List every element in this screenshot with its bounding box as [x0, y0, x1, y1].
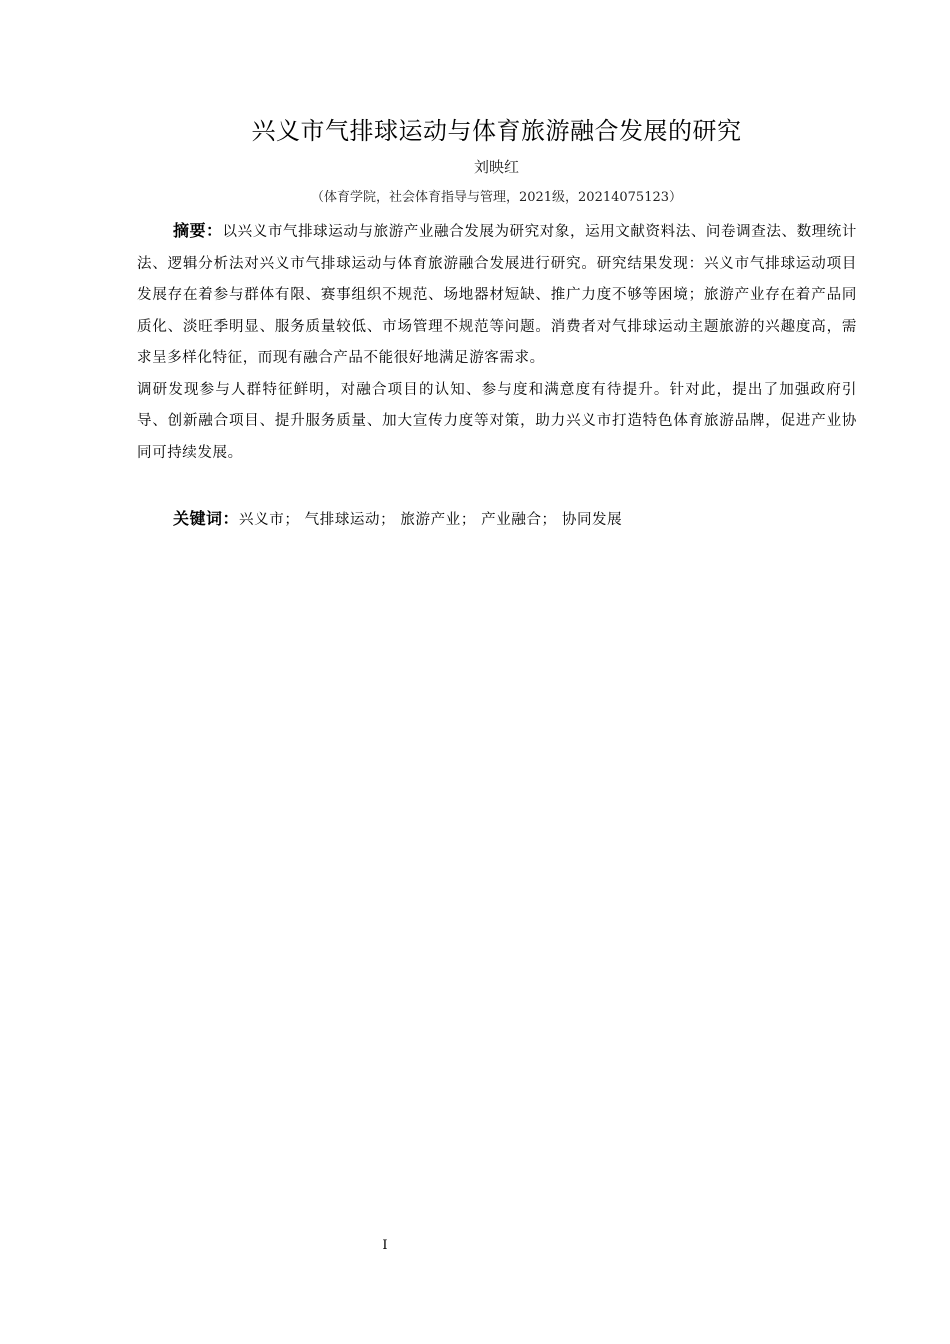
- abstract-paragraph-2: 调研发现参与人群特征鲜明，对融合项目的认知、参与度和满意度有待提升。针对此，提出了加强政府引导、创新融合项目、提升服务质量、加大宣传力度等对策，助力兴义市打造特色体育旅游品牌，促进产业协同可持续发展。: [137, 381, 857, 461]
- keywords-section: [137, 503, 857, 537]
- keywords-label: 关键词：: [173, 509, 240, 528]
- keywords-text: 兴义市； 气排球运动； 旅游产业； 产业融合； 协同发展: [239, 512, 623, 528]
- author-affiliation: （体育学院，社会体育指导与管理，2021级，20214075123）: [310, 190, 683, 205]
- abstract-section: [137, 215, 857, 469]
- author-name: 刘映红: [473, 158, 519, 176]
- document-title: 兴义市气排球运动与体育旅游融合发展的研究: [251, 117, 742, 145]
- keywords-line: [137, 503, 857, 537]
- abstract-label: 摘要：: [173, 221, 223, 240]
- abstract-text-1: 以兴义市气排球运动与旅游产业融合发展为研究对象，运用文献资料法、问卷调查法、数理统计法、逻辑分析法对兴义市气排球运动与体育旅游融合发展进行研究。研究结果发现：兴义市气排球运动项目发展存在着参与群体有限、赛事组织不规范、场地器材短缺、推广力度不够等困境；旅游产业存在着产品同质化、淡旺季明显、服务质量较低、市场管理不规范等问题。消费者对气排球运动主题旅游的兴趣度高，需求呈多样化特征，而现有融合产品不能很好地满足游客需求。: [137, 224, 857, 366]
- page-number: I: [382, 1238, 388, 1253]
- abstract-paragraph-1: [137, 215, 857, 375]
